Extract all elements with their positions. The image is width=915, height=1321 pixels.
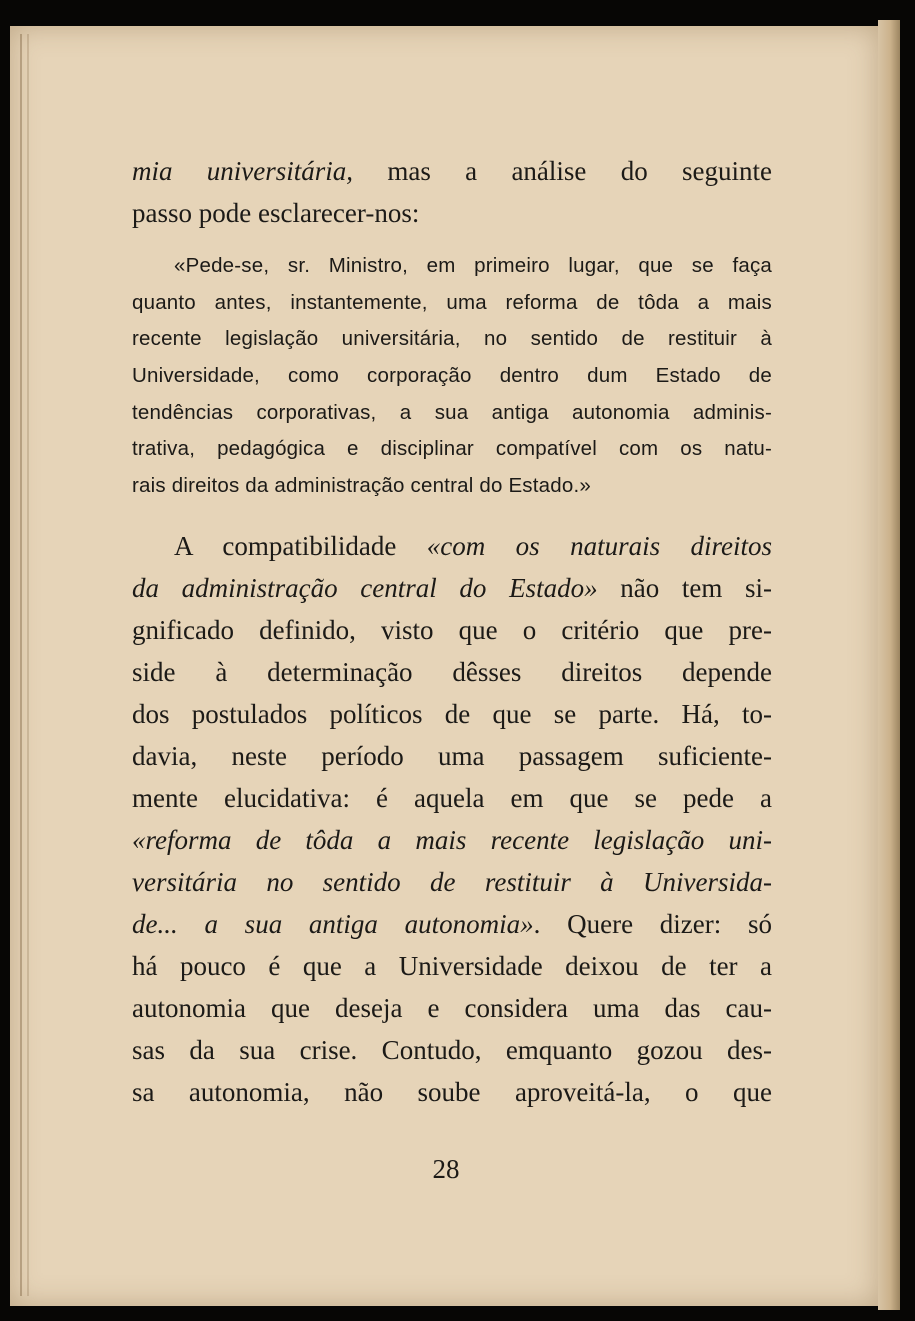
quote-line: trativa, pedagógica e disciplinar compatível com os natu-: [132, 437, 772, 461]
body-line: da administração central do Estado» não tem si-: [132, 572, 772, 603]
body-line: [132, 819, 772, 861]
quote-line: Universidade, como corporação dentro dum Estado de: [132, 364, 772, 388]
body-line: sa autonomia, não soube aproveitá-la, o que: [132, 1076, 772, 1107]
body-line: autonomia que deseja e considera uma das cau-: [132, 992, 772, 1023]
italic-phrase: da administração central do Estado»: [132, 572, 598, 603]
quote-line: recente legislação universitária, no sentido de restituir à: [132, 327, 772, 351]
quote-line: «Pede-se, sr. Ministro, em primeiro lugar, que se faça: [174, 254, 772, 277]
intro-line-2: passo pode esclarecer-nos:: [132, 198, 420, 228]
quote-line: tendências corporativas, a sua antiga autonomia adminis-: [132, 400, 772, 424]
body-line: de... a sua antiga autonomia». Quere dizer: só: [132, 908, 772, 939]
body-line: gnificado definido, visto que o critério que pre-: [132, 614, 772, 645]
page-edge: [878, 20, 900, 1310]
italic-phrase: mia universitária,: [132, 156, 354, 186]
italic-phrase: «reforma de tôda a mais recente legislação uni-: [132, 824, 772, 855]
page-text: [132, 150, 772, 1113]
italic-phrase: «com os naturais direitos: [426, 530, 772, 561]
body-line: sas da sua crise. Contudo, emquanto gozou des-: [132, 1034, 772, 1065]
gutter-line: [27, 34, 29, 1296]
italic-phrase: versitária no sentido de restituir à Universida-: [132, 866, 772, 897]
quote-line: rais direitos da administração central do Estado.»: [132, 474, 591, 498]
page-number: 28: [432, 1154, 460, 1184]
body-line: mente elucidativa: é aquela em que se pede a: [132, 782, 772, 813]
quote-line: quanto antes, instantemente, uma reforma de tôda a mais: [132, 290, 772, 314]
body-line: há pouco é que a Universidade deixou de ter a: [132, 950, 772, 981]
body-line: A compatibilidade «com os naturais direitos: [174, 530, 772, 561]
block-quote: [132, 248, 772, 505]
gutter-line: [20, 34, 22, 1296]
body-line: [132, 861, 772, 903]
body-paragraph: [132, 525, 772, 1113]
body-line: side à determinação dêsses direitos depende: [132, 656, 772, 687]
intro-line-1: mia universitária, mas a análise do seguinte: [132, 156, 772, 186]
body-line: davia, neste período uma passagem suficiente-: [132, 740, 772, 771]
body-line: dos postulados políticos de que se parte. Há, to-: [132, 698, 772, 729]
italic-phrase: de... a sua antiga autonomia»: [132, 908, 534, 939]
